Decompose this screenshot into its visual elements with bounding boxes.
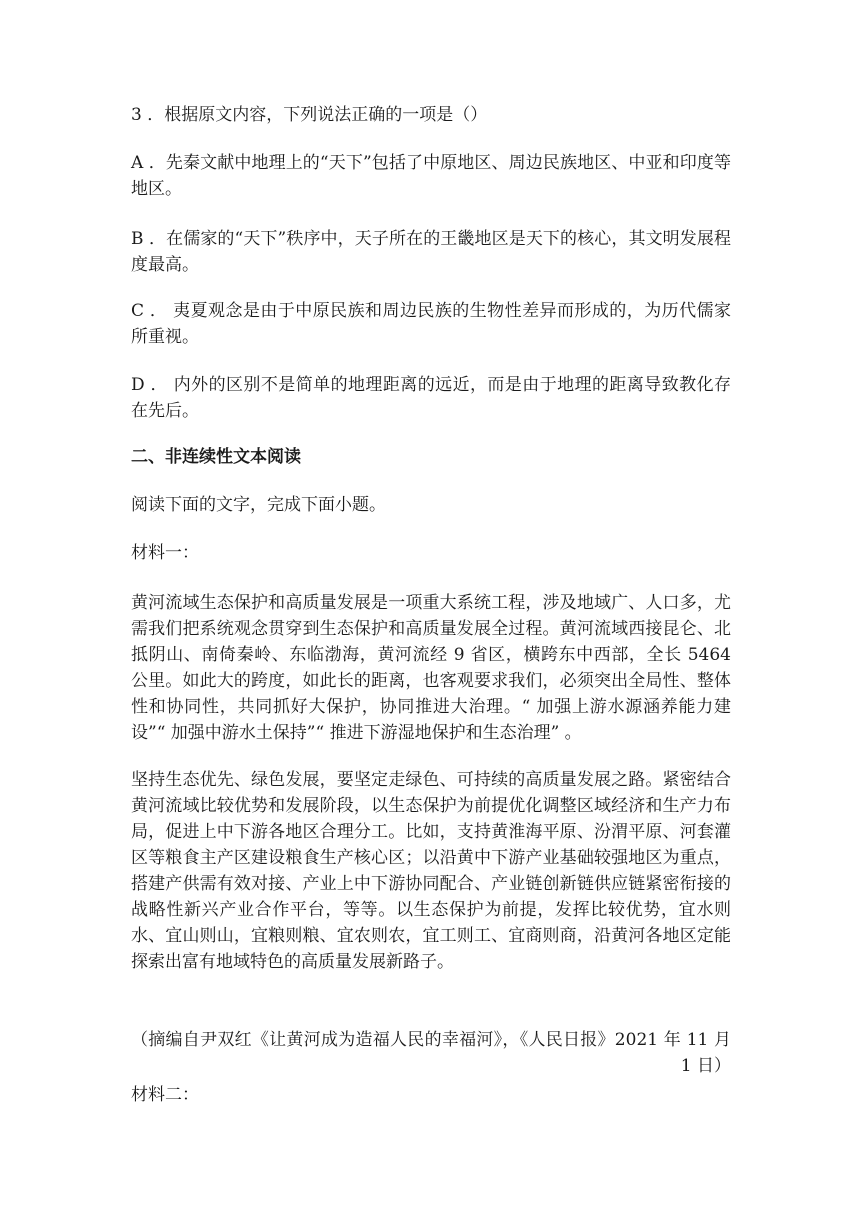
material-2-label: 材料二： — [131, 1085, 199, 1105]
reading-instruction: 阅读下面的文字，完成下面小题。 — [131, 495, 386, 515]
question-3-stem: 3 ．根据原文内容，下列说法正确的一项是（） — [131, 105, 488, 125]
option-d: D ． 内外的区别不是简单的地理距离的远近，而是由于地理的距离导致教化存在先后。 — [131, 375, 731, 421]
option-b: B ．在儒家的“天下”秩序中，天子所在的王畿地区是天下的核心，其文明发展程度最高。 — [131, 229, 731, 275]
option-a: A ．先秦文献中地理上的“天下”包括了中原地区、周边民族地区、中亚和印度等地区。 — [131, 153, 731, 199]
section-heading: 二、非连续性文本阅读 — [131, 447, 301, 467]
option-c: C ． 夷夏观念是由于中原民族和周边民族的生物性差异而形成的，为历代儒家所重视。 — [131, 301, 731, 347]
material-1-paragraph-2: 坚持生态优先、绿色发展，要坚定走绿色、可持续的高质量发展之路。紧密结合黄河流域比较优势和发展阶段，以生态保护为前提优化调整区域经济和生产力布局，促进上中下游各地区合理分工。比如，支持黄淮海平原、汾渭平原、河套灌区等粮食主产区建设粮食生产核心区；以沿黄中下游产业基础较强地区为重点，搭建产供需有效对接、产业上中下游协同配合、产业链创新链供应链紧密衔接的战略性新兴产业合作平台，等等。以生态保护为前提，发挥比较优势，宜水则水、宜山则山，宜粮则粮、宜农则农，宜工则工、宜商则商，沿黄河各地区定能探索出富有地域特色的高质量发展新路子。 — [131, 770, 731, 972]
material-1-label: 材料一： — [131, 543, 199, 563]
material-1-source: （摘编自尹双红《让黄河成为造福人民的幸福河》，《人民日报》2021 年 11 月 1 日） — [131, 1030, 731, 1076]
material-1-paragraph-1: 黄河流域生态保护和高质量发展是一项重大系统工程，涉及地域广、人口多，尤需我们把系统观念贯穿到生态保护和高质量发展全过程。黄河流域西接昆仑、北抵阴山、南倚秦岭、东临渤海，黄河流经 9 省区，横跨东中西部，全长 5464 公里。如此大的跨度，如此长的距离，也客观要求我们，必须突出全局性、整体性和协同性，共同抓好大保护，协同推进大治理。“ 加强上游水源涵养能力建设”“ 加强中游水土保持”“ 推进下游湿地保护和生态治理” 。 — [131, 593, 731, 743]
